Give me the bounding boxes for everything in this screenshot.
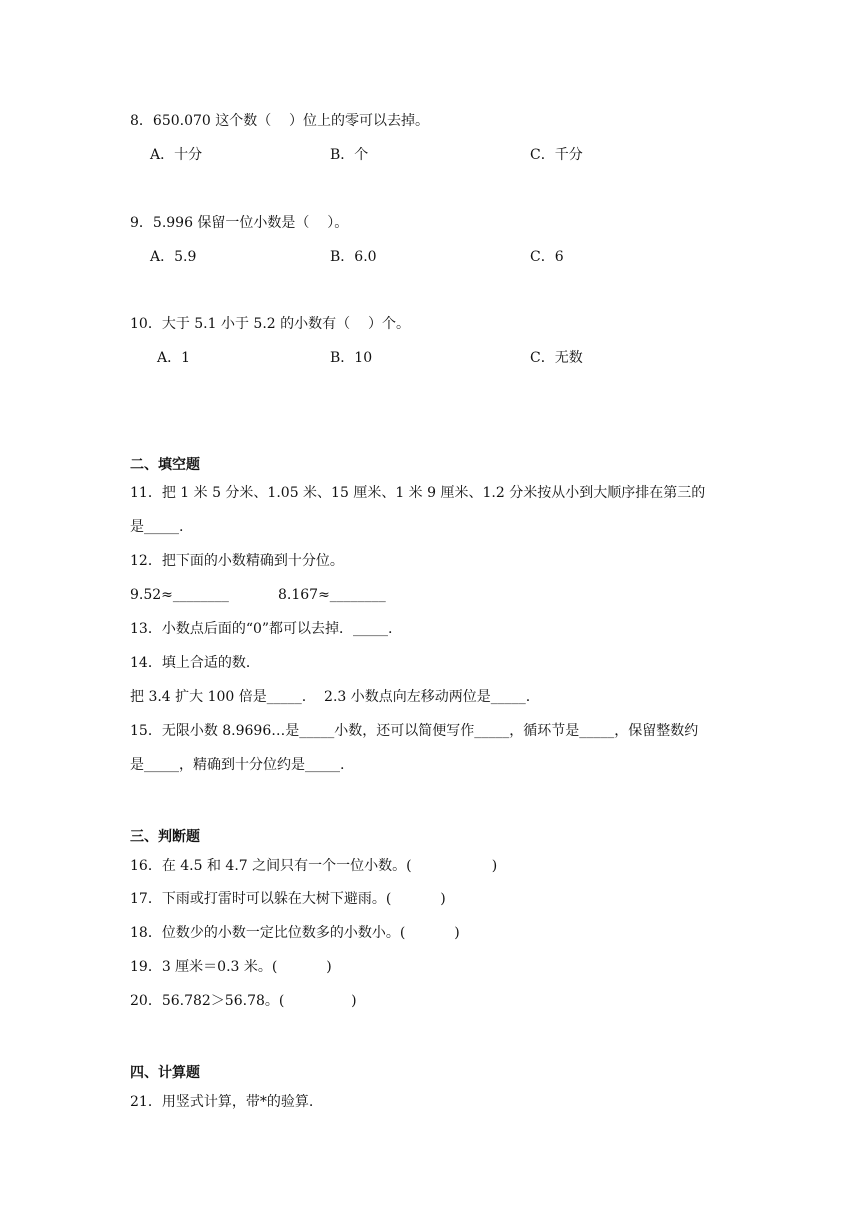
question-11-line-2: 是_____. <box>130 519 184 535</box>
question-12-item-a: 9.52≈________ <box>130 587 229 603</box>
question-17: 17．下雨或打雷时可以躲在大树下避雨。( ) <box>130 891 446 907</box>
question-9: 9．5.996 保留一位小数是（ ）。 <box>130 215 349 231</box>
question-16: 16．在 4.5 和 4.7 之间只有一个一位小数。( ) <box>130 858 498 874</box>
question-10-option-b: B．10 <box>330 350 373 366</box>
question-15-line-1: 15．无限小数 8.9696…是_____小数，还可以简便写作_____，循环节是_____，保留整数约 <box>130 723 699 739</box>
question-8-option-b: B．个 <box>330 147 369 163</box>
question-20: 20．56.782＞56.78。( ) <box>130 993 357 1009</box>
question-14-sub: 把 3.4 扩大 100 倍是_____. 2.3 小数点向左移动两位是_____. <box>130 689 531 705</box>
question-8: 8．650.070 这个数（ ）位上的零可以去掉。 <box>130 113 430 129</box>
question-10-option-c: C．无数 <box>530 350 583 366</box>
question-11-line-1: 11．把 1 米 5 分米、1.05 米、15 厘米、1 米 9 厘米、1.2 分米按从小到大顺序排在第三的 <box>130 485 706 501</box>
question-18: 18．位数少的小数一定比位数多的小数小。( ) <box>130 925 460 941</box>
section-heading-fill: 二、填空题 <box>130 457 200 473</box>
section-heading-calc: 四、计算题 <box>130 1065 200 1081</box>
question-12: 12．把下面的小数精确到十分位。 <box>130 553 344 569</box>
question-19: 19．3 厘米＝0.3 米。( ) <box>130 959 332 975</box>
question-15-line-2: 是_____，精确到十分位约是_____. <box>130 757 345 773</box>
question-9-option-a: A．5.9 <box>150 249 197 265</box>
question-8-option-c: C．千分 <box>530 147 583 163</box>
question-13: 13．小数点后面的“0”都可以去掉．_____. <box>130 621 393 637</box>
question-21: 21．用竖式计算，带*的验算. <box>130 1094 314 1110</box>
question-10-option-a: A．1 <box>157 350 191 366</box>
question-9-option-b: B．6.0 <box>330 249 377 265</box>
question-8-option-a: A．十分 <box>150 147 203 163</box>
question-10: 10．大于 5.1 小于 5.2 的小数有（ ）个。 <box>130 316 410 332</box>
question-14: 14．填上合适的数． <box>130 655 260 671</box>
section-heading-judge: 三、判断题 <box>130 829 200 845</box>
question-12-item-b: 8.167≈________ <box>278 587 386 603</box>
question-9-option-c: C．6 <box>530 249 564 265</box>
